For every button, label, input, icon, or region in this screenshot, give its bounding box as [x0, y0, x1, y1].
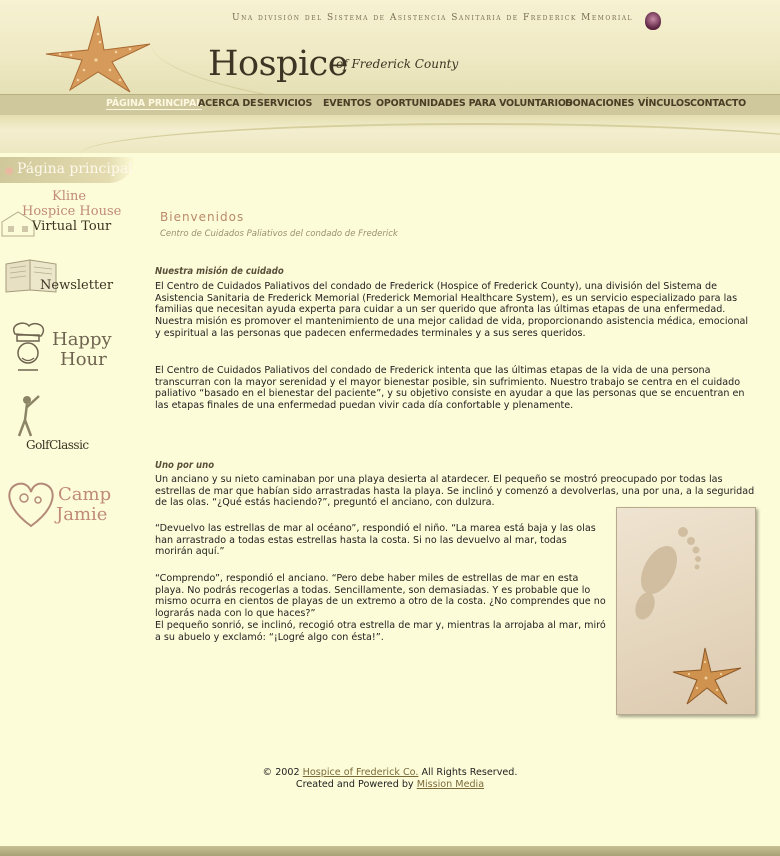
rights-text: All Rights Reserved.: [421, 767, 518, 778]
bullet-dot-icon: [5, 167, 13, 175]
bottom-bar: [0, 846, 780, 856]
sidebar-happy-line2: Hour: [60, 349, 107, 370]
nav-contact[interactable]: CONTACTO: [690, 98, 747, 109]
logo-hospice[interactable]: Hospice: [208, 44, 348, 84]
footprint-starfish-image: [617, 508, 755, 714]
beach-starfish-photo: [616, 507, 756, 715]
sidebar-link-newsletter[interactable]: [0, 256, 120, 298]
mission-paragraph-2: El Centro de Cuidados Paliativos del condado de Frederick intenta que las últimas etapas de la vida de una persona transcurran con la mayor serenidad y el mayor bienestar posible, sin sufrimiento. Nuestro trabajo se centra en el cuidado paliativo “basado en el bienestar del paciente”, y su objetivo consiste en ayudar a que las personas que se encuentran en las etapas finales de una enfermedad puedan vivir cada día confortable y plenamente.: [155, 365, 745, 412]
main-nav: [0, 94, 780, 116]
chef-icon: [3, 320, 53, 378]
sidebar-link-happy-hour[interactable]: [0, 320, 120, 378]
footer-agency-link[interactable]: Mission Media: [416, 779, 485, 790]
sidebar-newsletter-label: Newsletter: [40, 278, 114, 293]
sidebar-kline-line3: Virtual Tour: [32, 219, 112, 234]
decorative-band: [0, 115, 780, 153]
nav-services[interactable]: SERVICIOS: [257, 98, 313, 109]
nav-about[interactable]: ACERCA DE: [198, 98, 257, 109]
header-tagline: Una división del Sistema de Asistencia Sanitaria de Frederick Memorial: [232, 13, 634, 23]
logo-subtitle: of Frederick County: [336, 57, 459, 71]
sidebar-kline-line2: Hospice House: [22, 204, 122, 219]
sidebar-link-golf-classic[interactable]: [0, 394, 120, 454]
story-paragraph-4: El pequeño sonrió, se inclinó, recogió otra estrella de mar y, mientras la arrojaba al mar, miró a su abuelo y exclamó: “¡Logré algo con ésta!”.: [155, 620, 606, 643]
nav-events[interactable]: EVENTOS: [323, 98, 372, 109]
story-paragraph-2: “Devuelvo las estrellas de mar al océano”, respondió el niño. “La marea está baja y las olas han arrastrado a todas estas estrellas hasta la costa. Si no las devuelvo al mar, todas morirán aquí.”: [155, 523, 596, 558]
credits-line: [0, 779, 780, 791]
nav-links[interactable]: VÍNCULOS: [638, 98, 691, 109]
starfish-icon: [26, 14, 156, 94]
welcome-subtitle: Centro de Cuidados Paliativos del condado de Frederick: [160, 229, 398, 239]
band-arc: [80, 123, 780, 185]
welcome-title: Bienvenidos: [160, 210, 245, 224]
footer-org-link[interactable]: Hospice of Frederick Co.: [302, 767, 419, 778]
site-header: [0, 0, 780, 94]
story-paragraph-1: Un anciano y su nieto caminaban por una playa desierta al atardecer. El pequeño se mostró preocupado por todas las estrellas de mar que habían sido arrastradas hasta la playa. Se inclinó y comenzó a devolverlas, una por una, a la seguridad de las olas. “¿Qué estás haciendo?”, preguntó el anciano, con dulzura.: [155, 474, 755, 509]
sidebar-golf-label: GolfClassic: [26, 438, 89, 452]
sidebar-kline-line1: Kline: [52, 189, 87, 204]
nav-home[interactable]: PÁGINA PRINCIPAL: [106, 98, 202, 109]
sidebar-link-camp-jamie[interactable]: [0, 472, 120, 534]
sidebar-camp-line1: Camp: [58, 484, 112, 505]
sidebar-heading-label: Página principal: [17, 161, 133, 177]
memorial-seal-icon: [645, 12, 661, 30]
copyright-prefix: © 2002: [262, 767, 300, 778]
nav-volunteer[interactable]: OPORTUNIDADES PARA VOLUNTARIOS: [376, 98, 573, 109]
sidebar-link-kline-tour[interactable]: [0, 188, 120, 238]
story-heading: Uno por uno: [155, 460, 215, 471]
story-paragraph-3: “Comprendo”, respondió el anciano. “Pero debe haber miles de estrellas de mar en esta playa. No podrás recogerlas a todas. Sencillamente, son demasiadas. Y es probable que lo mismo ocurra en cientos de playas de un extremo a otro de la costa. ¿No comprendes que no lograrás nada con lo que haces?”: [155, 573, 606, 620]
nav-donations[interactable]: DONACIONES: [565, 98, 635, 109]
sidebar-camp-line2: Jamie: [56, 504, 108, 525]
sidebar-heading: [0, 157, 135, 183]
credits-prefix: Created and Powered by: [295, 779, 414, 790]
mission-paragraph-1: El Centro de Cuidados Paliativos del condado de Frederick (Hospice of Frederick County), una división del Sistema de Asistencia Sanitaria de Frederick Memorial (Frederick Memorial Healthcare System), es un servicio especializado para las familias que necesitan ayuda experta para cuidar a un ser querido que afronta las últimas etapas de una enfermedad. Nuestra misión es promover el mantenimiento de una mejor calidad de vida, proporcionando asistencia médica, emocional y espiritual a las personas que padecen enfermedades terminales y a sus seres queridos.: [155, 281, 749, 339]
heart-family-icon: [2, 474, 60, 532]
site-footer: [0, 767, 780, 791]
mission-heading: Nuestra misión de cuidado: [155, 266, 284, 277]
golfer-icon: [5, 394, 45, 440]
copyright-line: [0, 767, 780, 779]
sidebar-happy-line1: Happy: [52, 329, 112, 350]
